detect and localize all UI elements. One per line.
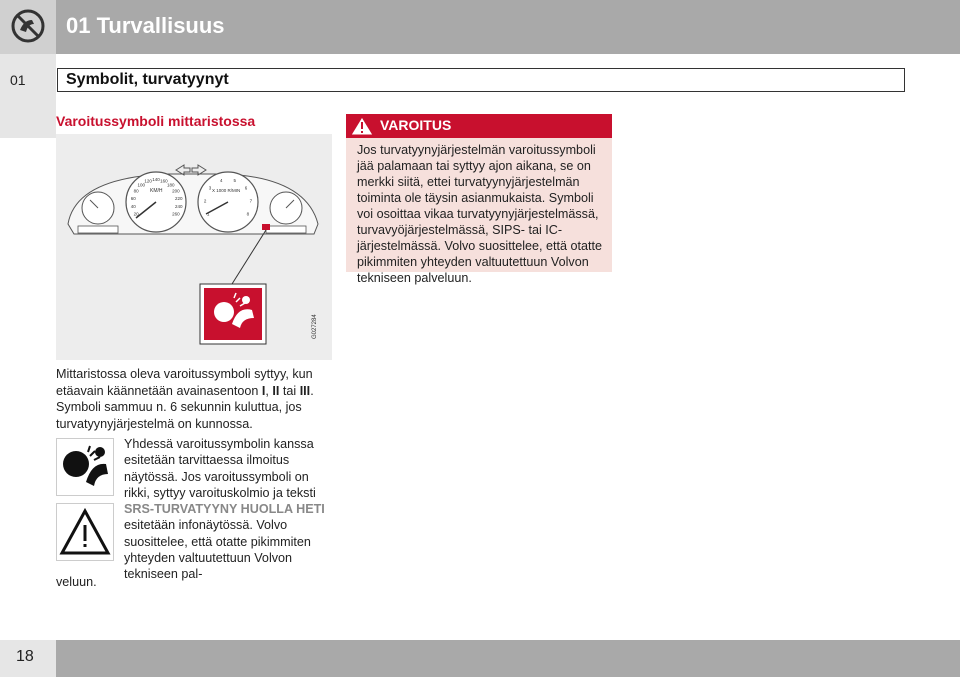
- airbag-warning-lamp: [262, 224, 270, 230]
- warning-header: [346, 114, 612, 138]
- speed-tick-label: 100: [137, 182, 145, 188]
- speed-tick-label: 80: [133, 188, 139, 194]
- speed-tick-label: 20: [133, 211, 139, 217]
- subheading: Varoitussymboli mittaristossa: [56, 113, 256, 129]
- rpm-tick-label: 7: [249, 198, 253, 204]
- page-title: 01 Turvallisuus: [66, 13, 225, 38]
- body-text: esitetään infonäytössä. Volvo suosittelee, että otatte pikimmiten yhteyden valtuutettuun Volvon tekniseen pal-: [124, 518, 311, 582]
- section-title-box: [57, 68, 905, 92]
- warning-label: VAROITUS: [380, 117, 452, 133]
- body-text: ,: [265, 383, 273, 398]
- key-position-2: II: [272, 383, 280, 398]
- key-position-1: I: [261, 383, 266, 398]
- instrument-cluster-illustration: [56, 134, 332, 360]
- speed-tick-label: 140: [152, 177, 160, 182]
- warning-box: [346, 114, 612, 285]
- airbag-icon: [56, 438, 114, 496]
- speed-tick-label: 240: [174, 204, 183, 209]
- rpm-tick-label: 1: [206, 211, 210, 217]
- warning-text: Jos turvatyynyjärjestelmän varoitussymboli jää palamaan tai syttyy ajon aikana, se on merkki siitä, ettei turvatyynyjärjestelmän toiminta ole täysin asianmukaista. Symboli voi osoittaa vikaa turvatyynyjärjestelmässä, turvavyöjärjestelmässä, SIPS- tai IC-järjestelmässä. Volvo suosittelee, että otatte pikimmiten yhteyden valtuutettuun Volvon tekniseen palveluun.: [357, 143, 603, 285]
- body-text: tai: [279, 383, 300, 398]
- page-number: 18: [16, 648, 34, 665]
- rpm-tick-label: 8: [246, 211, 250, 217]
- illustration-code: G027284: [312, 314, 318, 339]
- chapter-tab-label: 01: [10, 72, 26, 88]
- rpm-tick-label: 2: [203, 198, 207, 204]
- chapter-tab: [0, 54, 56, 138]
- no-symbol-icon: [10, 8, 46, 44]
- rpm-tick-label: 4: [219, 178, 223, 183]
- warning-triangle-icon: [56, 503, 114, 561]
- speed-tick-label: 260: [172, 211, 180, 217]
- speed-tick-label: 40: [130, 204, 136, 209]
- section-title: Symbolit, turvatyynyt: [66, 71, 229, 88]
- speed-tick-label: 160: [160, 178, 168, 184]
- speed-tick-label: 180: [167, 182, 175, 188]
- body-text: . Symboli sammuu n. 6 sekunnin kuluttua, jos turvatyynyjärjestelmä on kunnossa.: [56, 383, 314, 431]
- rpm-tick-label: 6: [244, 185, 248, 191]
- header-icon-box: [0, 0, 56, 54]
- body-text: Mittaristossa oleva varoitussymboli syttyy, kun etäavain käännetään avainasentoon: [56, 367, 313, 398]
- body-paragraph-1: [56, 366, 326, 432]
- rpm-unit: X 1000 R/MIN: [212, 188, 241, 193]
- key-position-3: III: [299, 383, 311, 398]
- display-message: SRS-TURVATYYNY HUOLLA HETI: [124, 502, 325, 517]
- body-text: Yhdessä varoitussymbolin kanssa esitetään tarvittaessa ilmoitus näytössä. Jos varoitussymboli on rikki, syttyy varoituskolmio ja teksti: [124, 437, 316, 500]
- page-footer: [0, 640, 960, 677]
- warning-triangle-icon: [350, 116, 374, 136]
- speed-tick-label: 60: [130, 196, 136, 201]
- speed-tick-label: 220: [174, 196, 183, 201]
- page-number-box: [0, 640, 56, 677]
- speed-tick-label: 120: [144, 178, 152, 184]
- speed-unit: KM/H: [150, 188, 163, 194]
- body-paragraph-2-end: veluun.: [56, 575, 97, 589]
- speed-tick-label: 200: [172, 188, 180, 194]
- body-paragraph-2: [124, 436, 330, 583]
- rpm-tick-label: 3: [208, 185, 212, 191]
- rpm-tick-label: 5: [233, 178, 237, 183]
